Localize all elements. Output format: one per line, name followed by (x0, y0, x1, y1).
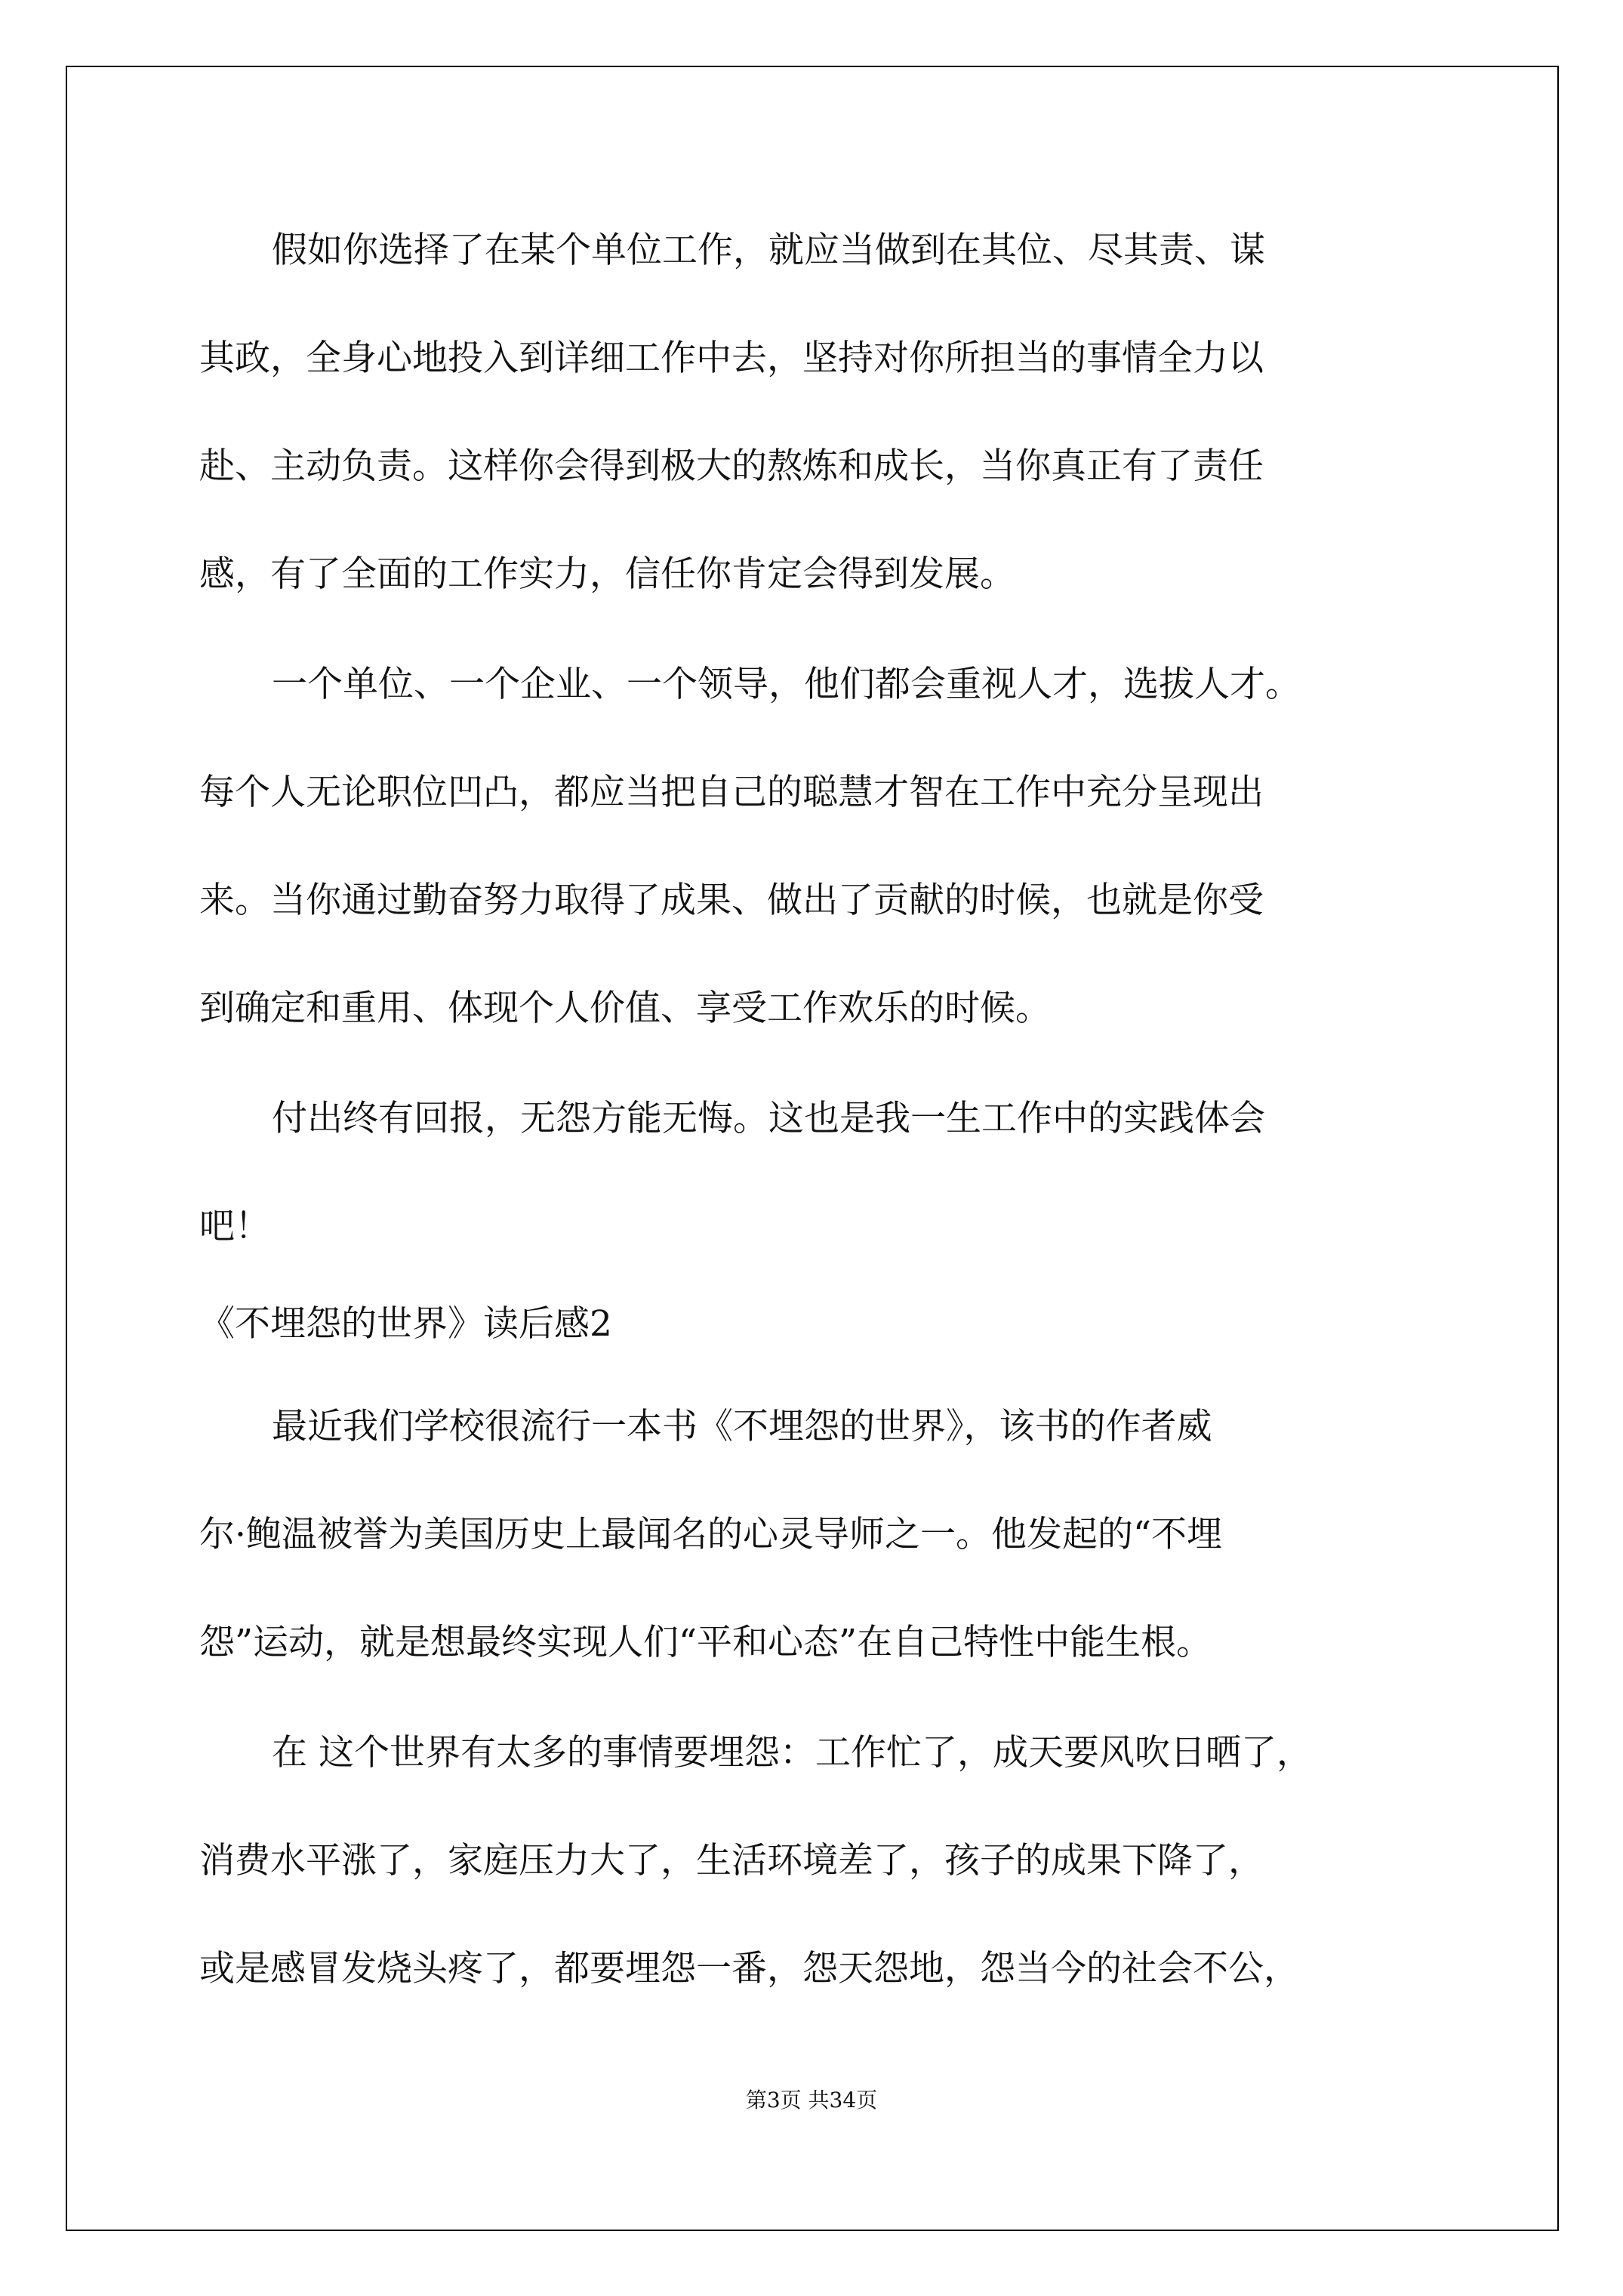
paragraph-line: 假如你选择了在某个单位工作，就应当做到在其位、尽其责、谋 (272, 230, 1265, 271)
paragraph-line: 每个人无论职位凹凸，都应当把自己的聪慧才智在工作中充分呈现出 (199, 772, 1264, 813)
page-number: 第3页 共34页 (745, 2088, 878, 2113)
paragraph-line: 消费水平涨了，家庭压力大了，生活环境差了，孩子的成果下降了， (199, 1840, 1264, 1881)
paragraph-line: 其政，全身心地投入到详细工作中去，坚持对你所担当的事情全力以 (199, 337, 1264, 379)
paragraph-line: 在 这个世界有太多的事情要埋怨：工作忙了，成天要风吹日晒了， (272, 1732, 1312, 1774)
paragraph-line: 来。当你通过勤奋努力取得了成果、做出了贡献的时候，也就是你受 (199, 880, 1264, 921)
paragraph-line: 最近我们学校很流行一本书《不埋怨的世界》，该书的作者威 (272, 1406, 1212, 1447)
paragraph-line: 怨”运动，就是想最终实现人们“平和心态”在自己特性中能生根。 (199, 1622, 1212, 1663)
paragraph-line: 到确定和重用、体现个人价值、享受工作欢乐的时候。 (199, 988, 1051, 1029)
section-heading: 《不埋怨的世界》读后感2 (199, 1303, 612, 1345)
paragraph-line: 赴、主动负责。这样你会得到极大的熬炼和成长，当你真正有了责任 (199, 445, 1264, 487)
paragraph-line: 吧！ (199, 1206, 270, 1247)
paragraph-line: 尔·鲍温被誉为美国历史上最闻名的心灵导师之一。他发起的“不埋 (199, 1514, 1222, 1555)
page-border (66, 66, 1559, 2231)
paragraph-line: 付出终有回报，无怨方能无悔。这也是我一生工作中的实践体会 (272, 1098, 1265, 1139)
paragraph-line: 或是感冒发烧头疼了，都要埋怨一番，怨天怨地，怨当今的社会不公， (199, 1948, 1299, 1989)
paragraph-line: 一个单位、一个企业、一个领导，他们都会重视人才，选拔人才。 (272, 664, 1301, 705)
paragraph-line: 感，有了全面的工作实力，信任你肯定会得到发展。 (199, 553, 1015, 595)
